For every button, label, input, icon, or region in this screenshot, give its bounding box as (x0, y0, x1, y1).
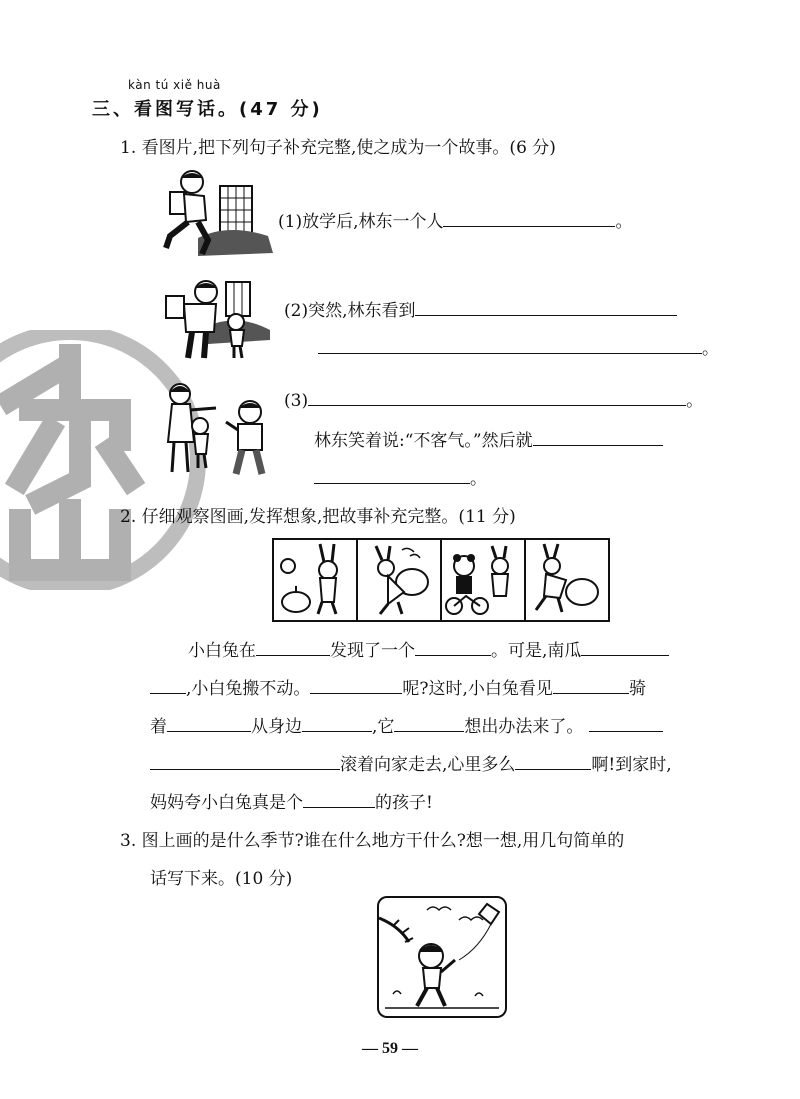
illustration-mother-thanks (158, 380, 276, 480)
q2-blank-3[interactable] (581, 637, 669, 656)
q2-title: 2. 仔细观察图画,发挥想象,把故事补充完整。(11 分) (120, 507, 516, 527)
page-number: — 59 — (362, 1040, 418, 1057)
q2-blank-6[interactable] (553, 675, 629, 694)
blank-1-1[interactable] (443, 208, 615, 227)
q1-sentence-1: (1)放学后,林东一个人 。 (278, 207, 632, 232)
q2-line-5: 妈妈夸小白兔真是个 的孩子! (150, 788, 433, 813)
q1-sentence-3c: 。 (314, 464, 487, 489)
q1-sentence-3b: 林东笑着说:“不客气。”然后就 (314, 426, 663, 451)
blank-2-2[interactable] (318, 335, 702, 354)
q2-line-3: 着 从身边 ,它 想出办法来了。 (150, 712, 663, 737)
section-pinyin: kàn tú xiě huà (128, 78, 221, 92)
strip-panel-4 (526, 540, 608, 620)
strip-panel-3 (442, 540, 526, 620)
q3-line-2: 话写下来。(10 分) (150, 869, 293, 889)
q1-sentence-2-cont: 。 (318, 334, 719, 359)
illustration-boy-sees-child (158, 278, 276, 363)
q2-blank-8[interactable] (302, 713, 372, 732)
blank-3-3[interactable] (314, 465, 470, 484)
section-heading: 三、看图写话。(47 分) (92, 99, 323, 120)
q1-title: 1. 看图片,把下列句子补充完整,使之成为一个故事。(6 分) (120, 138, 556, 158)
strip-panel-1 (274, 540, 358, 620)
q3-line-1: 3. 图上画的是什么季节?谁在什么地方干什么?想一想,用几句简单的 (120, 831, 625, 851)
q2-blank-2[interactable] (415, 637, 491, 656)
q2-line-2: ,小白兔搬不动。 呢?这时,小白兔看见 骑 (150, 674, 646, 699)
rabbit-story-strip (272, 538, 610, 622)
q2-blank-11[interactable] (150, 751, 340, 770)
q2-blank-9[interactable] (394, 713, 464, 732)
blank-3-2[interactable] (533, 427, 663, 446)
q2-line-4: 滚着向家走去,心里多么 啊!到家时, (150, 750, 672, 775)
blank-2-1[interactable] (415, 297, 677, 316)
q2-blank-1[interactable] (256, 637, 330, 656)
q2-blank-4[interactable] (150, 675, 186, 694)
q2-blank-7[interactable] (167, 713, 251, 732)
q2-line-1: 小白兔在 发现了一个 。可是,南瓜 (188, 636, 669, 661)
blank-3-1[interactable] (308, 387, 686, 406)
q2-blank-5[interactable] (310, 675, 402, 694)
q1-sentence-2: (2)突然,林东看到 (284, 296, 677, 321)
q2-blank-12[interactable] (515, 751, 591, 770)
q2-blank-13[interactable] (303, 789, 375, 808)
illustration-kite-boy (377, 896, 507, 1018)
q1-sentence-3: (3) 。 (284, 386, 703, 411)
q2-blank-10[interactable] (589, 713, 663, 732)
illustration-boy-walking (158, 168, 276, 263)
strip-panel-2 (358, 540, 442, 620)
